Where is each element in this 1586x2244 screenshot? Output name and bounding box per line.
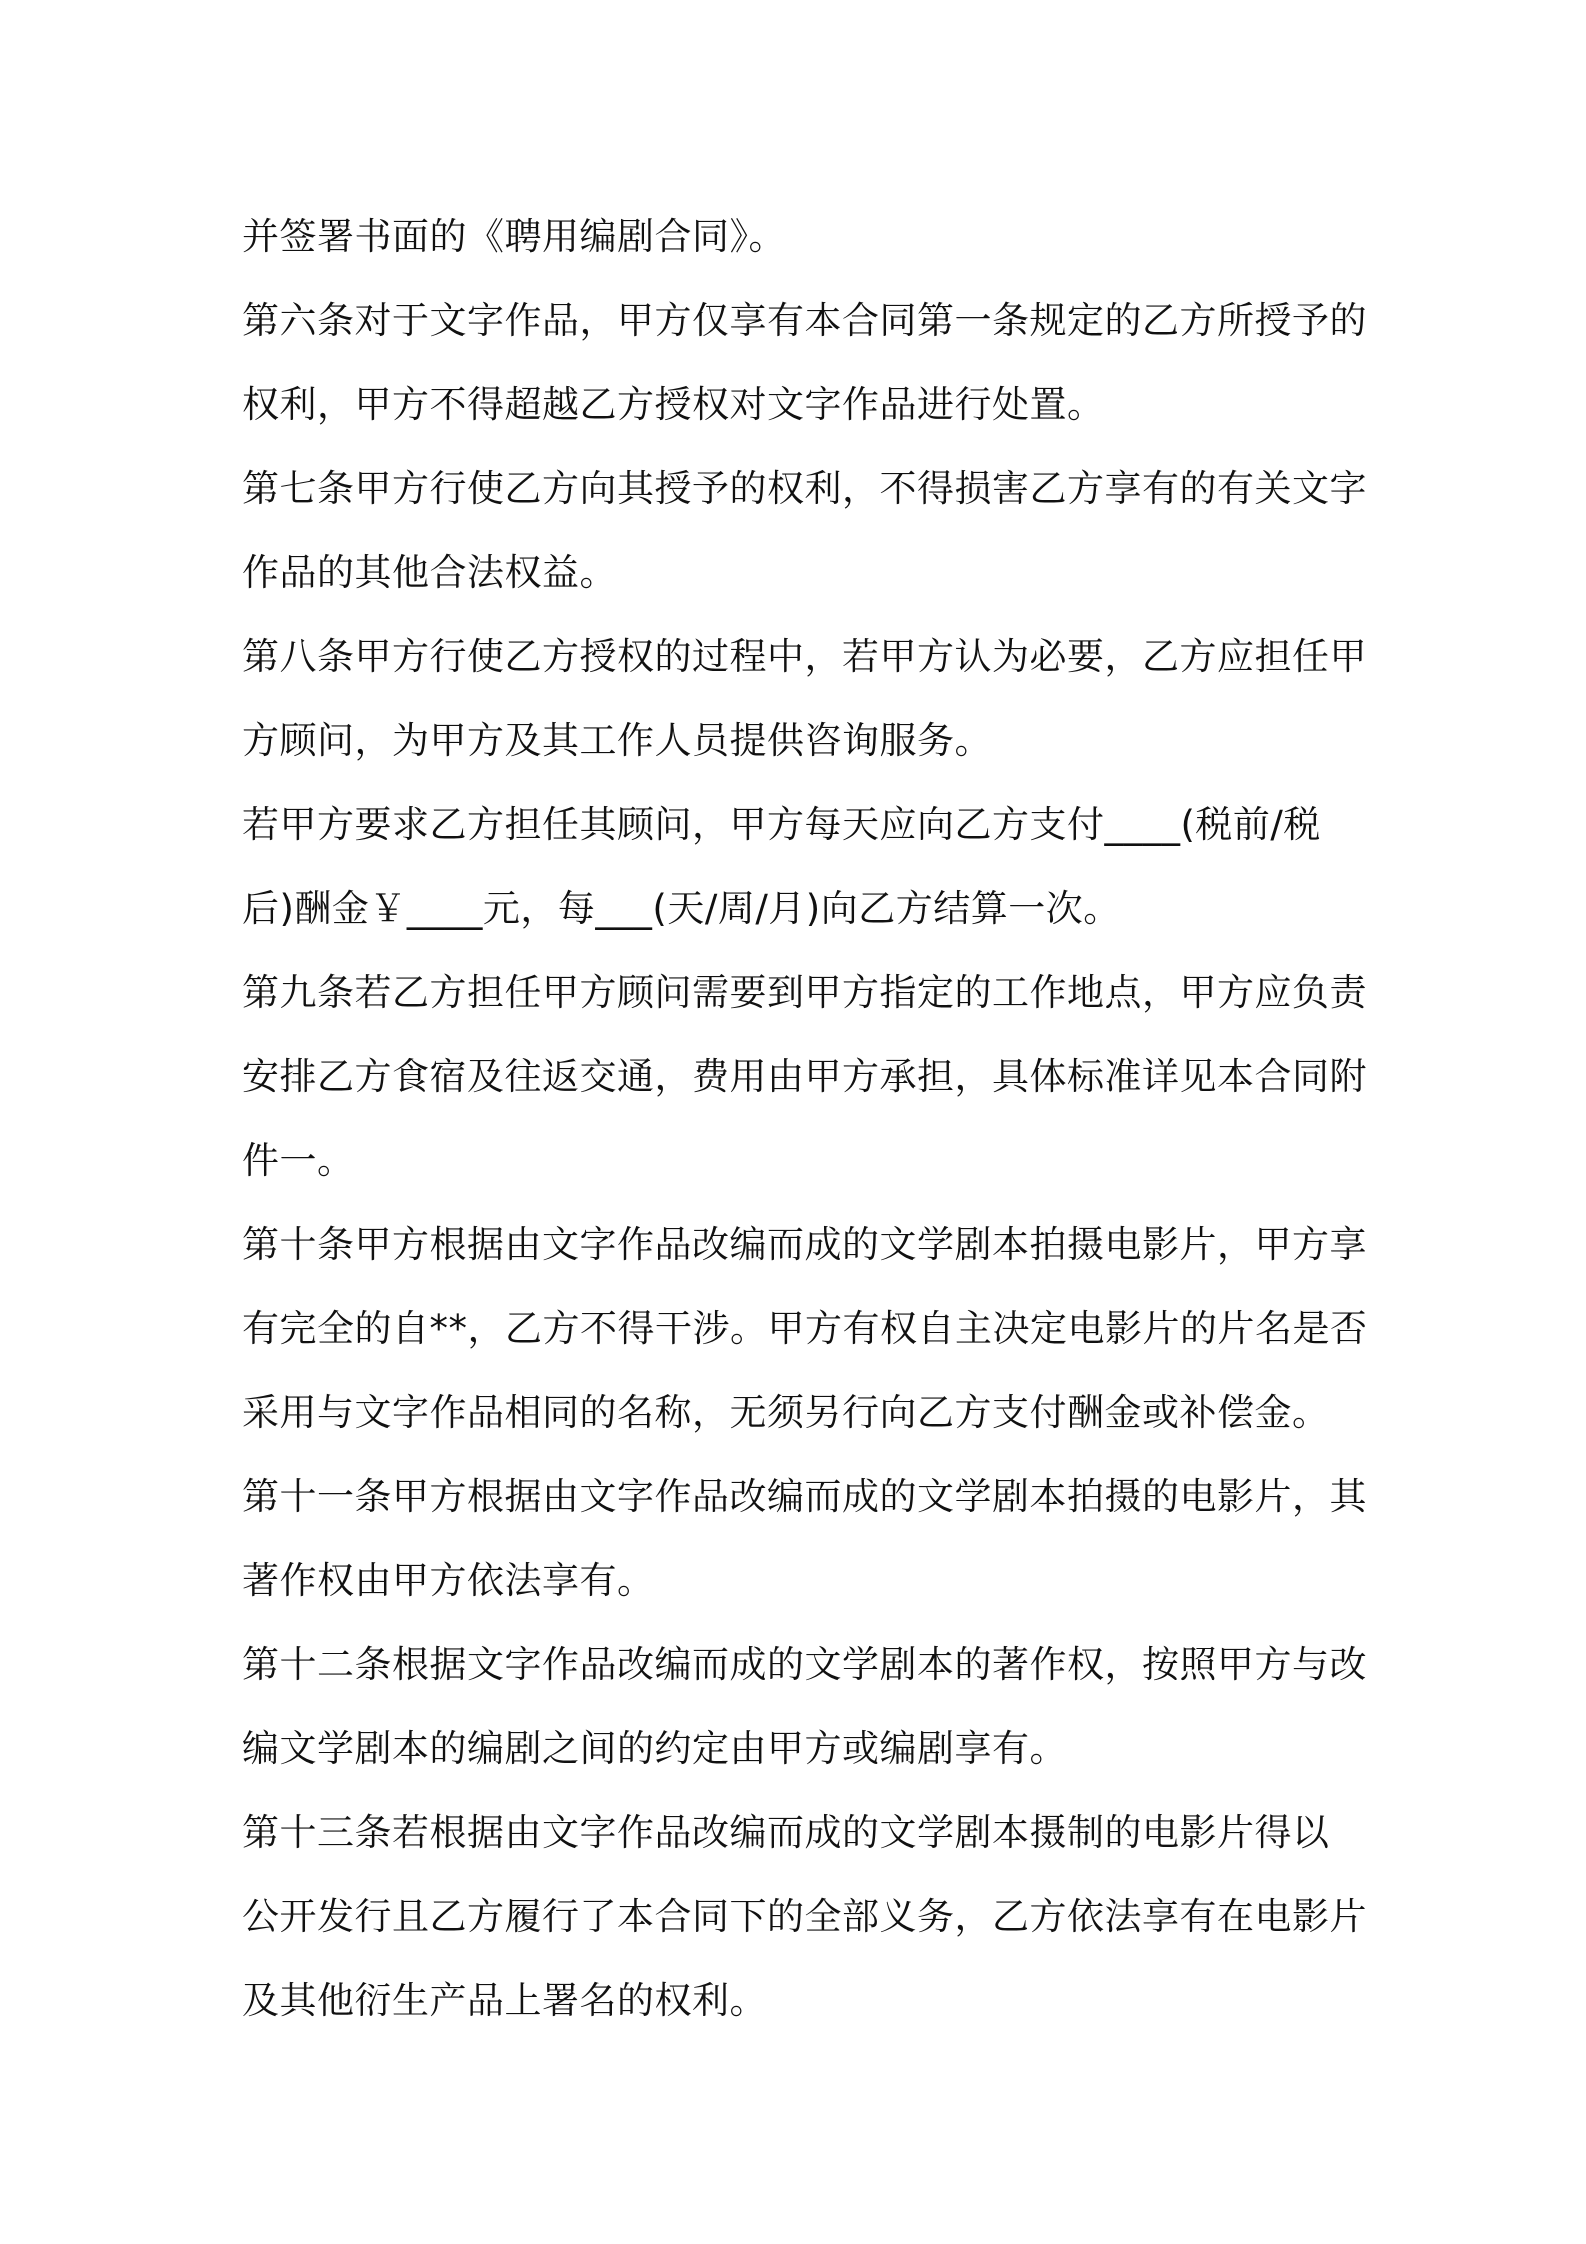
text-line: 权利，甲方不得超越乙方授权对文字作品进行处置。 <box>242 383 1105 426</box>
contract-text <box>242 195 1368 2043</box>
text-line: 第十条甲方根据由文字作品改编而成的文学剧本拍摄电影片，甲方享 <box>242 1223 1367 1266</box>
text-line: 及其他衍生产品上署名的权利。 <box>242 1979 767 2022</box>
text-line: 第九条若乙方担任甲方顾问需要到甲方指定的工作地点，甲方应负责 <box>242 971 1367 1014</box>
text-line: 编文学剧本的编剧之间的约定由甲方或编剧享有。 <box>242 1727 1067 1770</box>
text-line: 第十三条若根据由文字作品改编而成的文学剧本摄制的电影片得以 <box>242 1811 1330 1854</box>
text-line: 第七条甲方行使乙方向其授予的权利，不得损害乙方享有的有关文字 <box>242 467 1367 510</box>
text-line: 件一。 <box>242 1139 355 1182</box>
text-line: 方顾问，为甲方及其工作人员提供咨询服务。 <box>242 719 992 762</box>
text-line: 著作权由甲方依法享有。 <box>242 1559 655 1602</box>
text-line: 有完全的自**，乙方不得干涉。甲方有权自主决定电影片的片名是否 <box>242 1307 1368 1350</box>
text-line: 公开发行且乙方履行了本合同下的全部义务，乙方依法享有在电影片 <box>242 1895 1367 1938</box>
text-line: 作品的其他合法权益。 <box>242 551 617 594</box>
text-line: 安排乙方食宿及往返交通，费用由甲方承担，具体标准详见本合同附 <box>242 1055 1367 1098</box>
text-line: 第十一条甲方根据由文字作品改编而成的文学剧本拍摄的电影片，其 <box>242 1475 1367 1518</box>
text-line: 第六条对于文字作品，甲方仅享有本合同第一条规定的乙方所授予的 <box>242 299 1367 342</box>
text-line: 第十二条根据文字作品改编而成的文学剧本的著作权，按照甲方与改 <box>242 1643 1367 1686</box>
text-line: 采用与文字作品相同的名称，无须另行向乙方支付酬金或补偿金。 <box>242 1391 1330 1434</box>
text-line: 若甲方要求乙方担任其顾问，甲方每天应向乙方支付____(税前/税 <box>242 803 1321 846</box>
text-line: 后)酬金￥____元，每___(天/周/月)向乙方结算一次。 <box>242 887 1121 930</box>
text-line: 第八条甲方行使乙方授权的过程中，若甲方认为必要，乙方应担任甲 <box>242 635 1367 678</box>
text-line: 并签署书面的《聘用编剧合同》。 <box>242 215 786 258</box>
